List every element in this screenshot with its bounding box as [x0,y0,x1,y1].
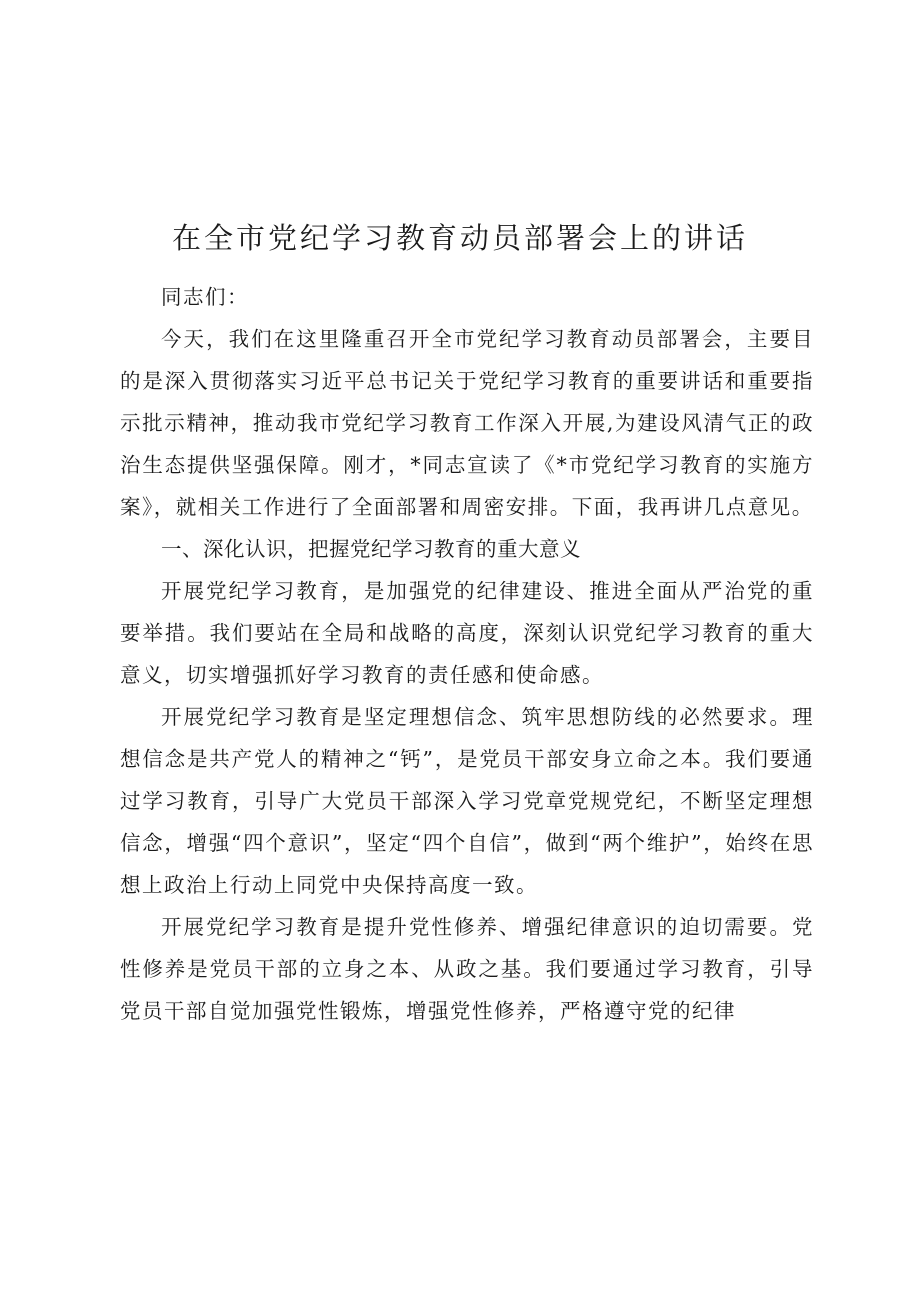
document-title: 在全市党纪学习教育动员部署会上的讲话 [171,221,748,255]
paragraph-intro: 今天，我们在这里隆重召开全市党纪学习教育动员部署会，主要目的是深入贯彻落实习近平总书记关于党纪学习教育的重要讲话和重要指示批示精神，推动我市党纪学习教育工作深入开展,为建设风清气正的政治生态提供坚强保障。刚才，*同志宣读了《*市党纪学习教育的实施方案》，就相关工作进行了全面部署和周密安排。下面，我再讲几点意见。 [120,327,814,519]
salutation: 同志们： [161,285,249,309]
paragraph-significance: 开展党纪学习教育，是加强党的纪律建设、推进全面从严治党的重要举措。我们要站在全局和战略的高度，深刻认识党纪学习教育的重大意义，切实增强抓好学习教育的责任感和使命感。 [120,579,814,687]
paragraph-party-spirit: 开展党纪学习教育是提升党性修养、增强纪律意识的迫切需要。党性修养是党员干部的立身之本、从政之基。我们要通过学习教育，引导党员干部自觉加强党性锻炼，增强党性修养，严格遵守党的纪律 [120,915,814,1023]
document-body [120,276,814,1032]
paragraph-ideals: 开展党纪学习教育是坚定理想信念、筑牢思想防线的必然要求。理想信念是共产党人的精神之“钙”，是党员干部安身立命之本。我们要通过学习教育，引导广大党员干部深入学习党章党规党纪，不断坚定理想信念，增强“四个意识”，坚定“四个自信”，做到“两个维护”，始终在思想上政治上行动上同党中央保持高度一致。 [120,705,814,897]
section-heading-1: 一、深化认识，把握党纪学习教育的重大意义 [161,537,581,561]
